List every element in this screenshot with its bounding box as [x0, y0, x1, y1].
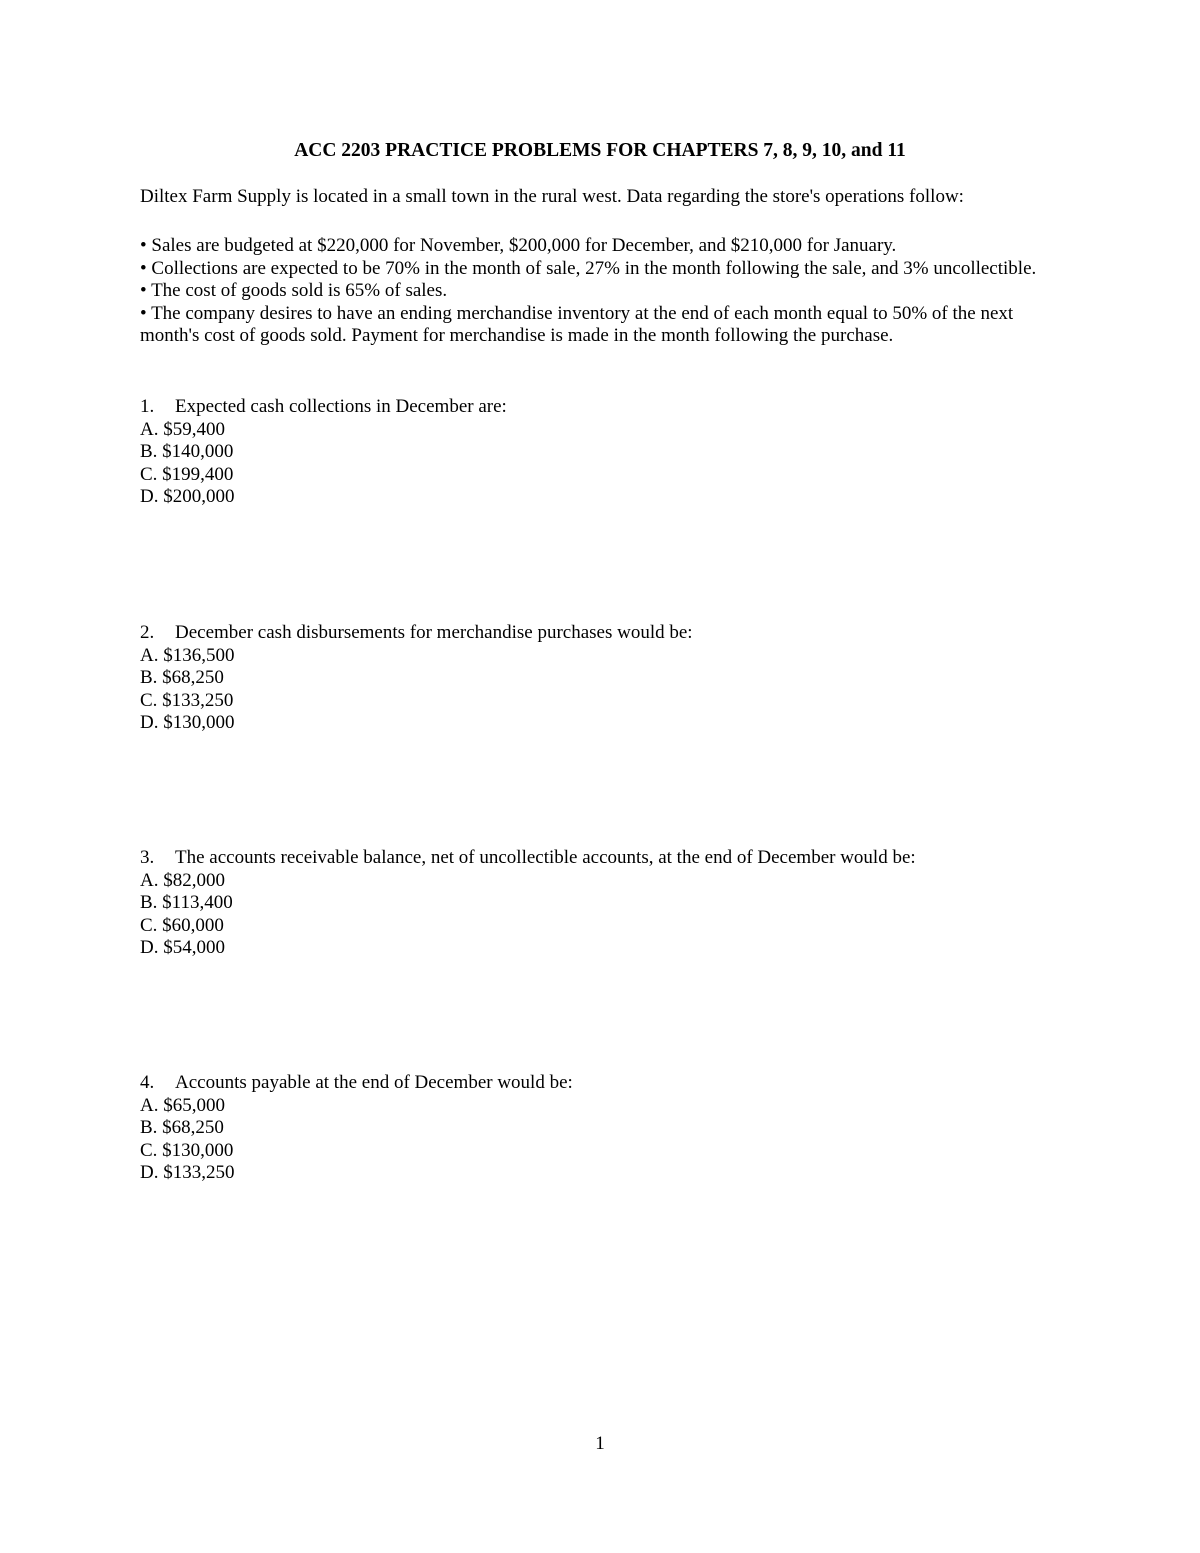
question-number: 1. [140, 396, 155, 417]
page-number: 1 [595, 1433, 605, 1454]
answer-option: C. $133,250 [140, 689, 234, 711]
answer-option: A. $65,000 [140, 1094, 225, 1116]
bullet-icon: • [140, 280, 147, 302]
bullet-text: The company desires to have an ending merchandise inventory at the end of each month equal to 50% of the next month's cost of goods sold. Payment for merchandise is made in the month following the purchase. [140, 302, 1014, 347]
answer-option: D. $200,000 [140, 486, 235, 508]
intro-paragraph: Diltex Farm Supply is located in a small town in the rural west. Data regarding the store's operations follow: [140, 186, 964, 207]
question-text: Expected cash collections in December are: [175, 396, 507, 417]
bullet-item [140, 258, 1070, 281]
answer-option: B. $140,000 [140, 441, 234, 463]
answer-option: D. $133,250 [140, 1162, 235, 1184]
question-number: 3. [140, 847, 155, 868]
question-stem [140, 396, 1070, 419]
bullet-item [140, 235, 1070, 258]
question-number: 4. [140, 1072, 155, 1093]
answer-option: D. $130,000 [140, 712, 235, 734]
answer-option: A. $82,000 [140, 869, 225, 891]
bullet-icon: • [140, 257, 147, 279]
question-text: The accounts receivable balance, net of uncollectible accounts, at the end of December would be: [175, 847, 916, 868]
answer-option: B. $68,250 [140, 1117, 224, 1139]
answer-option: D. $54,000 [140, 937, 225, 959]
question-1 [140, 396, 1070, 509]
question-text: December cash disbursements for merchandise purchases would be: [175, 622, 693, 643]
bullet-item [140, 303, 1070, 348]
answer-option: A. $59,400 [140, 418, 225, 440]
bullet-text: Collections are expected to be 70% in the month of sale, 27% in the month following the sale, and 3% uncollectible. [151, 257, 1037, 279]
question-number: 2. [140, 622, 155, 643]
answer-option: B. $113,400 [140, 892, 233, 914]
bullet-text: The cost of goods sold is 65% of sales. [151, 280, 448, 302]
bullet-list [140, 235, 1070, 348]
question-3 [140, 847, 1070, 960]
answer-option: C. $60,000 [140, 914, 224, 936]
bullet-item [140, 280, 1070, 303]
answer-option: A. $136,500 [140, 644, 235, 666]
question-text: Accounts payable at the end of December would be: [175, 1072, 573, 1093]
bullet-text: Sales are budgeted at $220,000 for November, $200,000 for December, and $210,000 for January. [151, 235, 897, 256]
question-stem [140, 847, 1070, 870]
question-stem [140, 1072, 1070, 1095]
question-2 [140, 622, 1070, 735]
answer-option: B. $68,250 [140, 667, 224, 689]
answer-option: C. $130,000 [140, 1139, 234, 1161]
question-4 [140, 1072, 1070, 1185]
bullet-icon: • [140, 302, 147, 324]
answer-option: C. $199,400 [140, 463, 234, 485]
bullet-icon: • [140, 235, 147, 256]
document-title: ACC 2203 PRACTICE PROBLEMS FOR CHAPTERS 7, 8, 9, 10, and 11 [294, 140, 906, 161]
question-stem [140, 622, 1070, 645]
